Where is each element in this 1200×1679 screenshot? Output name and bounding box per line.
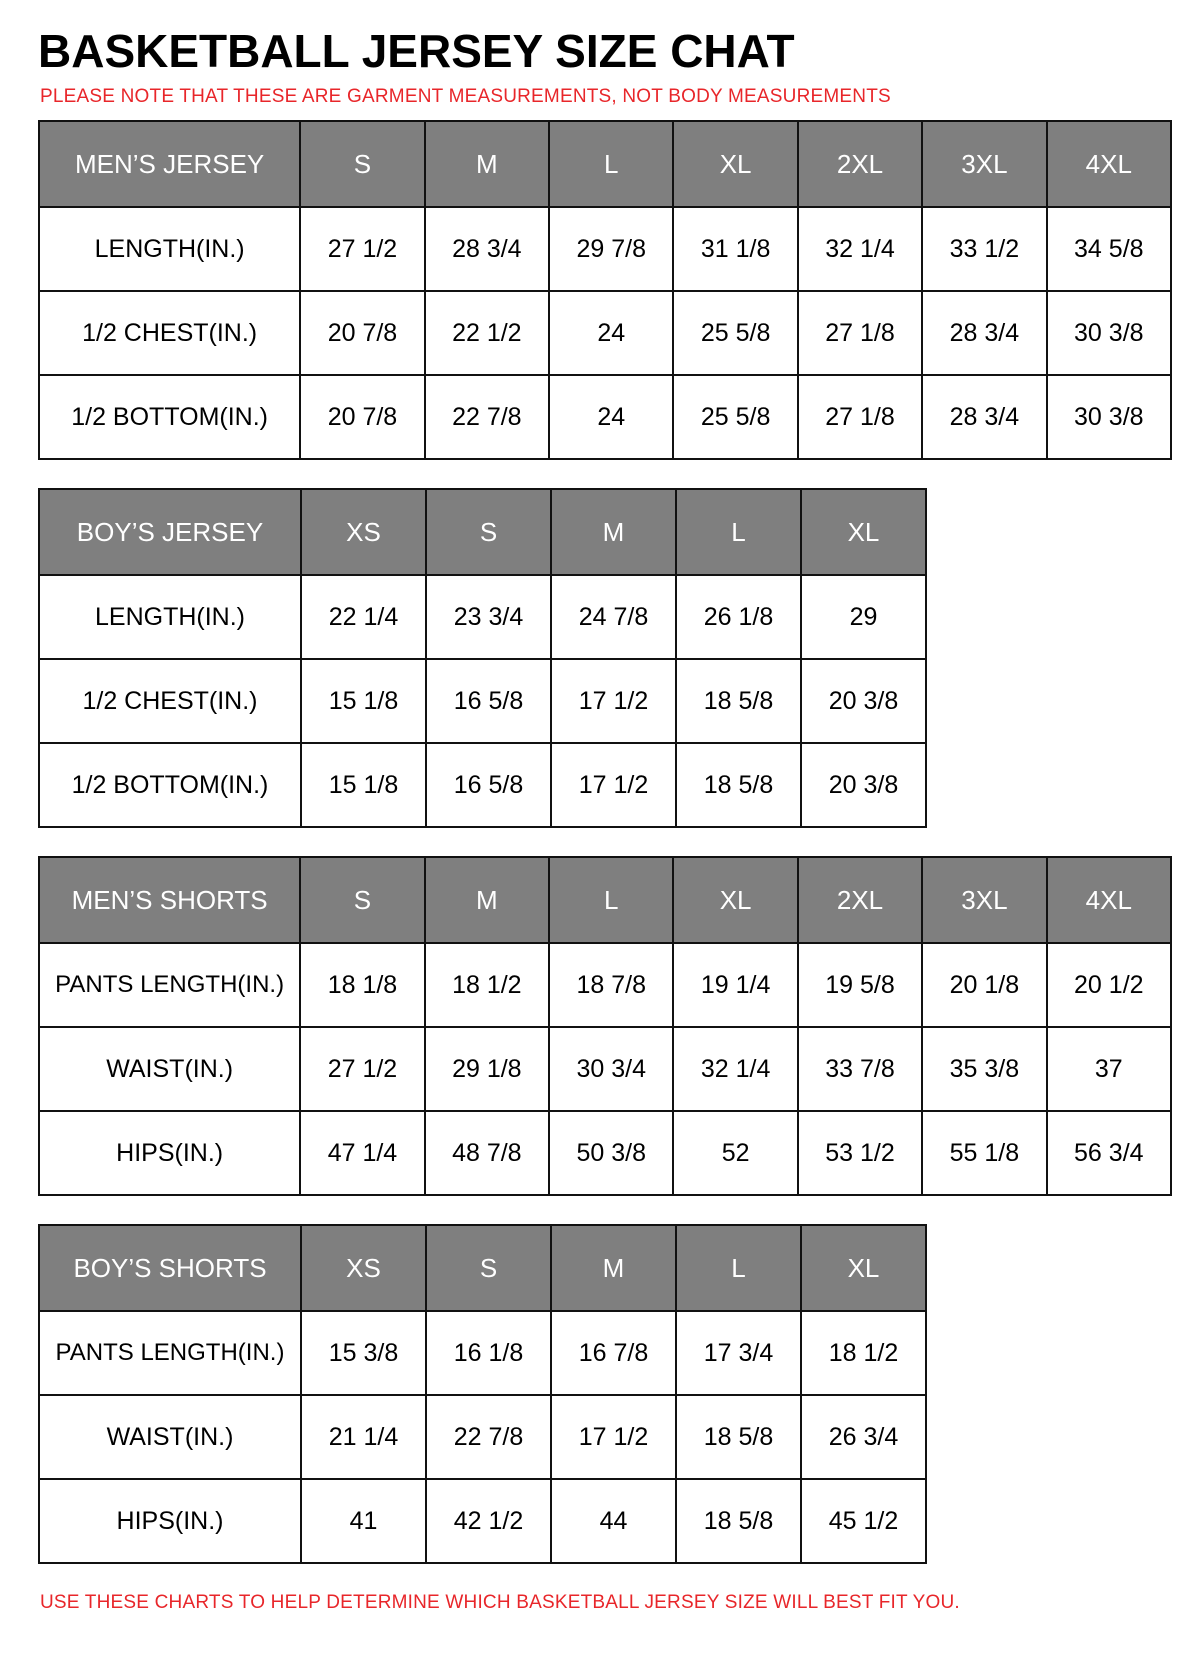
measure-label-cell: HIPS(IN.)	[39, 1111, 300, 1195]
measure-value-cell: 17 3/4	[676, 1311, 801, 1395]
measure-value-cell: 26 1/8	[676, 575, 801, 659]
measure-value-cell: 24	[549, 291, 673, 375]
size-header-cell: L	[549, 121, 673, 207]
measure-value-cell: 22 1/4	[301, 575, 426, 659]
measure-value-cell: 20 3/8	[801, 743, 926, 827]
measure-value-cell: 47 1/4	[300, 1111, 424, 1195]
size-table-mens-jersey	[38, 120, 1172, 460]
measure-value-cell: 27 1/8	[798, 375, 922, 459]
measure-value-cell: 17 1/2	[551, 743, 676, 827]
measure-value-cell: 15 1/8	[301, 743, 426, 827]
table-row	[39, 1111, 1171, 1195]
measure-value-cell: 23 3/4	[426, 575, 551, 659]
measure-value-cell: 28 3/4	[922, 375, 1046, 459]
measure-value-cell: 19 5/8	[798, 943, 922, 1027]
page-title: BASKETBALL JERSEY SIZE CHAT	[38, 25, 795, 77]
measure-value-cell: 30 3/4	[549, 1027, 673, 1111]
size-header-cell: L	[676, 489, 801, 575]
table-header-row	[39, 489, 926, 575]
measure-value-cell: 15 1/8	[301, 659, 426, 743]
table-title-cell: BOY’S JERSEY	[39, 489, 301, 575]
measure-value-cell: 17 1/2	[551, 659, 676, 743]
measure-label-cell: 1/2 BOTTOM(IN.)	[39, 743, 301, 827]
table-row	[39, 943, 1171, 1027]
measure-value-cell: 32 1/4	[798, 207, 922, 291]
measure-value-cell: 18 1/2	[425, 943, 549, 1027]
measure-label-cell: 1/2 CHEST(IN.)	[39, 291, 300, 375]
measure-value-cell: 20 1/8	[922, 943, 1046, 1027]
measure-value-cell: 18 1/2	[801, 1311, 926, 1395]
measure-value-cell: 44	[551, 1479, 676, 1563]
measure-value-cell: 20 3/8	[801, 659, 926, 743]
table-row	[39, 575, 926, 659]
measure-value-cell: 25 5/8	[673, 375, 797, 459]
measure-value-cell: 16 1/8	[426, 1311, 551, 1395]
size-header-cell: L	[549, 857, 673, 943]
table-title-cell: MEN’S SHORTS	[39, 857, 300, 943]
measure-value-cell: 24 7/8	[551, 575, 676, 659]
measure-value-cell: 20 7/8	[300, 375, 424, 459]
measure-value-cell: 24	[549, 375, 673, 459]
measure-value-cell: 18 5/8	[676, 1395, 801, 1479]
measure-value-cell: 22 7/8	[426, 1395, 551, 1479]
size-header-cell: M	[425, 857, 549, 943]
measure-value-cell: 29 7/8	[549, 207, 673, 291]
size-header-cell: S	[300, 121, 424, 207]
table-row	[39, 1027, 1171, 1111]
measure-value-cell: 18 5/8	[676, 659, 801, 743]
measure-value-cell: 18 1/8	[300, 943, 424, 1027]
size-header-cell: L	[676, 1225, 801, 1311]
measure-value-cell: 16 5/8	[426, 659, 551, 743]
measure-value-cell: 29	[801, 575, 926, 659]
measure-value-cell: 28 3/4	[425, 207, 549, 291]
measure-value-cell: 18 7/8	[549, 943, 673, 1027]
measure-label-cell: HIPS(IN.)	[39, 1479, 301, 1563]
measure-value-cell: 31 1/8	[673, 207, 797, 291]
measure-value-cell: 34 5/8	[1047, 207, 1171, 291]
measure-value-cell: 20 7/8	[300, 291, 424, 375]
measure-value-cell: 27 1/2	[300, 207, 424, 291]
measure-label-cell: LENGTH(IN.)	[39, 207, 300, 291]
size-header-cell: XL	[673, 121, 797, 207]
measure-label-cell: 1/2 CHEST(IN.)	[39, 659, 301, 743]
table-row	[39, 291, 1171, 375]
measure-label-cell: WAIST(IN.)	[39, 1395, 301, 1479]
size-header-cell: 2XL	[798, 857, 922, 943]
measure-value-cell: 53 1/2	[798, 1111, 922, 1195]
size-header-cell: XL	[801, 1225, 926, 1311]
measure-value-cell: 26 3/4	[801, 1395, 926, 1479]
table-title-cell: BOY’S SHORTS	[39, 1225, 301, 1311]
table-header-row	[39, 121, 1171, 207]
measure-value-cell: 29 1/8	[425, 1027, 549, 1111]
measure-value-cell: 21 1/4	[301, 1395, 426, 1479]
size-header-cell: XS	[301, 1225, 426, 1311]
size-table-boys-jersey	[38, 488, 927, 828]
measure-value-cell: 30 3/8	[1047, 291, 1171, 375]
footer-note: USE THESE CHARTS TO HELP DETERMINE WHICH BASKETBALL JERSEY SIZE WILL BEST FIT YOU.	[40, 1592, 960, 1614]
size-header-cell: 3XL	[922, 121, 1046, 207]
measure-value-cell: 30 3/8	[1047, 375, 1171, 459]
table-row	[39, 1311, 926, 1395]
table-title-cell: MEN’S JERSEY	[39, 121, 300, 207]
size-tables-container	[28, 120, 1172, 1564]
measure-value-cell: 41	[301, 1479, 426, 1563]
measure-value-cell: 27 1/2	[300, 1027, 424, 1111]
table-row	[39, 659, 926, 743]
size-header-cell: XS	[301, 489, 426, 575]
measure-value-cell: 48 7/8	[425, 1111, 549, 1195]
measure-value-cell: 27 1/8	[798, 291, 922, 375]
measure-value-cell: 55 1/8	[922, 1111, 1046, 1195]
measure-value-cell: 17 1/2	[551, 1395, 676, 1479]
size-table-mens-shorts	[38, 856, 1172, 1196]
measure-value-cell: 56 3/4	[1047, 1111, 1171, 1195]
measure-value-cell: 33 7/8	[798, 1027, 922, 1111]
measure-value-cell: 15 3/8	[301, 1311, 426, 1395]
size-header-cell: M	[425, 121, 549, 207]
measure-value-cell: 42 1/2	[426, 1479, 551, 1563]
size-header-cell: S	[426, 1225, 551, 1311]
measure-value-cell: 22 7/8	[425, 375, 549, 459]
table-row	[39, 1395, 926, 1479]
measure-label-cell: 1/2 BOTTOM(IN.)	[39, 375, 300, 459]
size-header-cell: 4XL	[1047, 121, 1171, 207]
measure-label-cell: LENGTH(IN.)	[39, 575, 301, 659]
table-row	[39, 375, 1171, 459]
measure-value-cell: 25 5/8	[673, 291, 797, 375]
measure-label-cell: WAIST(IN.)	[39, 1027, 300, 1111]
measure-value-cell: 18 5/8	[676, 1479, 801, 1563]
measure-value-cell: 52	[673, 1111, 797, 1195]
garment-measurement-note: PLEASE NOTE THAT THESE ARE GARMENT MEASUREMENTS, NOT BODY MEASUREMENTS	[40, 85, 891, 107]
measure-value-cell: 37	[1047, 1027, 1171, 1111]
measure-label-cell: PANTS LENGTH(IN.)	[39, 1311, 301, 1395]
size-header-cell: 4XL	[1047, 857, 1171, 943]
table-header-row	[39, 1225, 926, 1311]
measure-value-cell: 19 1/4	[673, 943, 797, 1027]
measure-value-cell: 28 3/4	[922, 291, 1046, 375]
size-header-cell: XL	[801, 489, 926, 575]
measure-value-cell: 20 1/2	[1047, 943, 1171, 1027]
measure-value-cell: 50 3/8	[549, 1111, 673, 1195]
measure-value-cell: 45 1/2	[801, 1479, 926, 1563]
measure-value-cell: 22 1/2	[425, 291, 549, 375]
measure-value-cell: 16 5/8	[426, 743, 551, 827]
size-header-cell: XL	[673, 857, 797, 943]
measure-value-cell: 16 7/8	[551, 1311, 676, 1395]
table-header-row	[39, 857, 1171, 943]
size-header-cell: S	[426, 489, 551, 575]
size-header-cell: M	[551, 489, 676, 575]
size-header-cell: 3XL	[922, 857, 1046, 943]
measure-value-cell: 18 5/8	[676, 743, 801, 827]
measure-value-cell: 32 1/4	[673, 1027, 797, 1111]
measure-label-cell: PANTS LENGTH(IN.)	[39, 943, 300, 1027]
size-table-boys-shorts	[38, 1224, 927, 1564]
size-header-cell: M	[551, 1225, 676, 1311]
table-row	[39, 743, 926, 827]
size-header-cell: 2XL	[798, 121, 922, 207]
table-row	[39, 207, 1171, 291]
table-row	[39, 1479, 926, 1563]
size-header-cell: S	[300, 857, 424, 943]
measure-value-cell: 33 1/2	[922, 207, 1046, 291]
measure-value-cell: 35 3/8	[922, 1027, 1046, 1111]
